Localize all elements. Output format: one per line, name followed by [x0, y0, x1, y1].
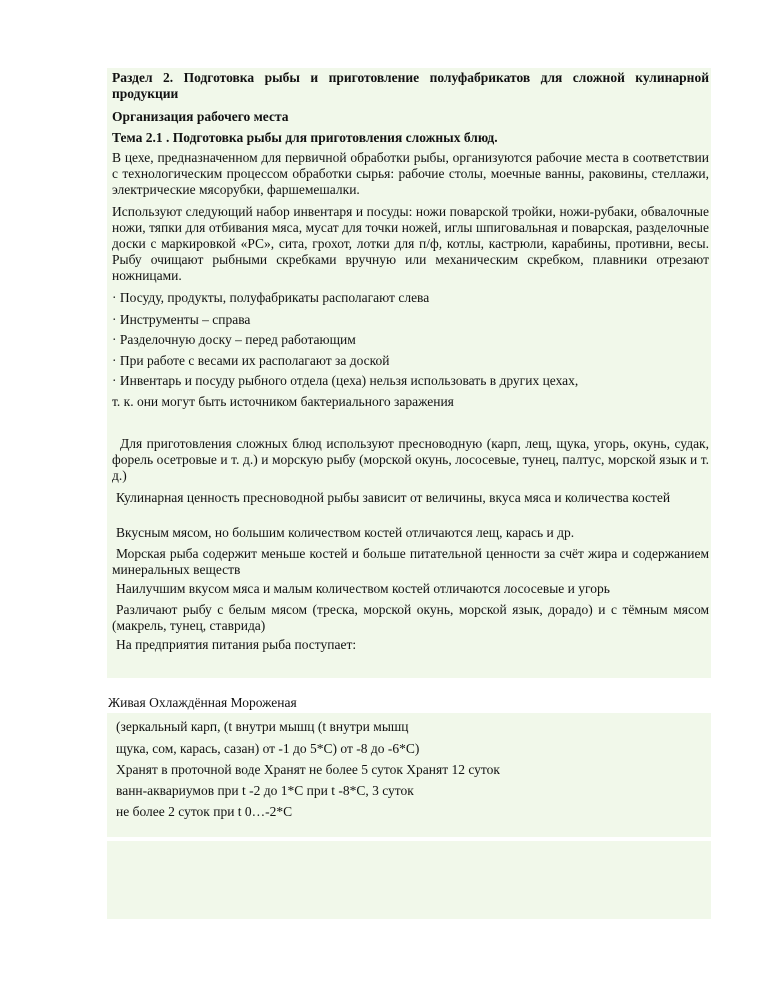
table-line: ванн-аквариумов при t -2 до 1*С при t -8*С, 3 суток — [116, 783, 414, 798]
paragraph-fish-types: Для приготовления сложных блюд используют пресноводную (карп, лещ, щука, угорь, окунь, судак, форель осетровые и т. д.) и морскую рыбу (морской окунь, лососевые, тунец, палтус, морской язык и т. д.) — [112, 436, 709, 483]
bullet-item: · При работе с весами их располагают за доской — [112, 353, 390, 368]
table-line: Хранят в проточной воде Хранят не более 5 суток Хранят 12 суток — [116, 762, 500, 777]
workplace-heading: Организация рабочего места — [112, 109, 289, 124]
paragraph-inventory: Используют следующий набор инвентаря и посуды: ножи поварской тройки, ножи-рубаки, обвалочные ножи, тяпки для отбивания мяса, мусат для точки ножей, иглы шпиговальная и поварская, разделочные доски с маркировкой «РС», сита, грохот, лотки для п/ф, котлы, кастрюли, карабины, противни, весы. Рыбу очищают рыбными скребками вручную или механическим скребком, плавники отрезают ножницами. — [112, 204, 709, 283]
paragraph-white-dark: Различают рыбу с белым мясом (треска, морской окунь, морской язык, дорадо) и с тёмным мясом (макрель, тунец, ставрида) — [112, 602, 709, 633]
bullet-continuation: т. к. они могут быть источником бактериального заражения — [112, 394, 454, 409]
fish-state-header: Живая Охлаждённая Мороженая — [108, 695, 297, 710]
bullet-item: · Инструменты – справа — [112, 312, 251, 327]
bullet-item: · Разделочную доску – перед работающим — [112, 332, 356, 347]
topic-heading: Тема 2.1 . Подготовка рыбы для приготовления сложных блюд. — [112, 130, 498, 145]
section-title: Раздел 2. Подготовка рыбы и приготовление полуфабрикатов для сложной кулинарной продукции — [112, 70, 709, 101]
paragraph-workshop: В цехе, предназначенном для первичной обработки рыбы, организуются рабочие места в соответствии с технологическим процессом обработки сырья: рабочие столы, моечные ванны, раковины, стеллажи, электрические мясорубки, фаршемешалки. — [112, 150, 709, 197]
table-line: (зеркальный карп, (t внутри мышц (t внутри мышц — [116, 719, 409, 734]
paragraph-culinary-value: Кулинарная ценность пресноводной рыбы зависит от величины, вкуса мяса и количества костей — [116, 490, 671, 505]
bullet-item: · Инвентарь и посуду рыбного отдела (цеха) нельзя использовать в других цехах, — [112, 373, 579, 388]
paragraph-best-taste: Наилучшим вкусом мяса и малым количеством костей отличаются лососевые и угорь — [116, 581, 610, 596]
empty-block — [107, 841, 711, 919]
bullet-item: · Посуду, продукты, полуфабрикаты располагают слева — [112, 290, 430, 305]
table-line: не более 2 суток при t 0…-2*С — [116, 804, 293, 819]
paragraph-sea-fish: Морская рыба содержит меньше костей и больше питательной ценности за счёт жира и содержанием минеральных веществ — [112, 546, 709, 577]
paragraph-arrives: На предприятия питания рыба поступает: — [116, 637, 357, 652]
paragraph-bream: Вкусным мясом, но большим количеством костей отличаются лещ, карась и др. — [116, 525, 575, 540]
table-line: щука, сом, карась, сазан) от -1 до 5*С) от -8 до -6*С) — [116, 741, 420, 756]
